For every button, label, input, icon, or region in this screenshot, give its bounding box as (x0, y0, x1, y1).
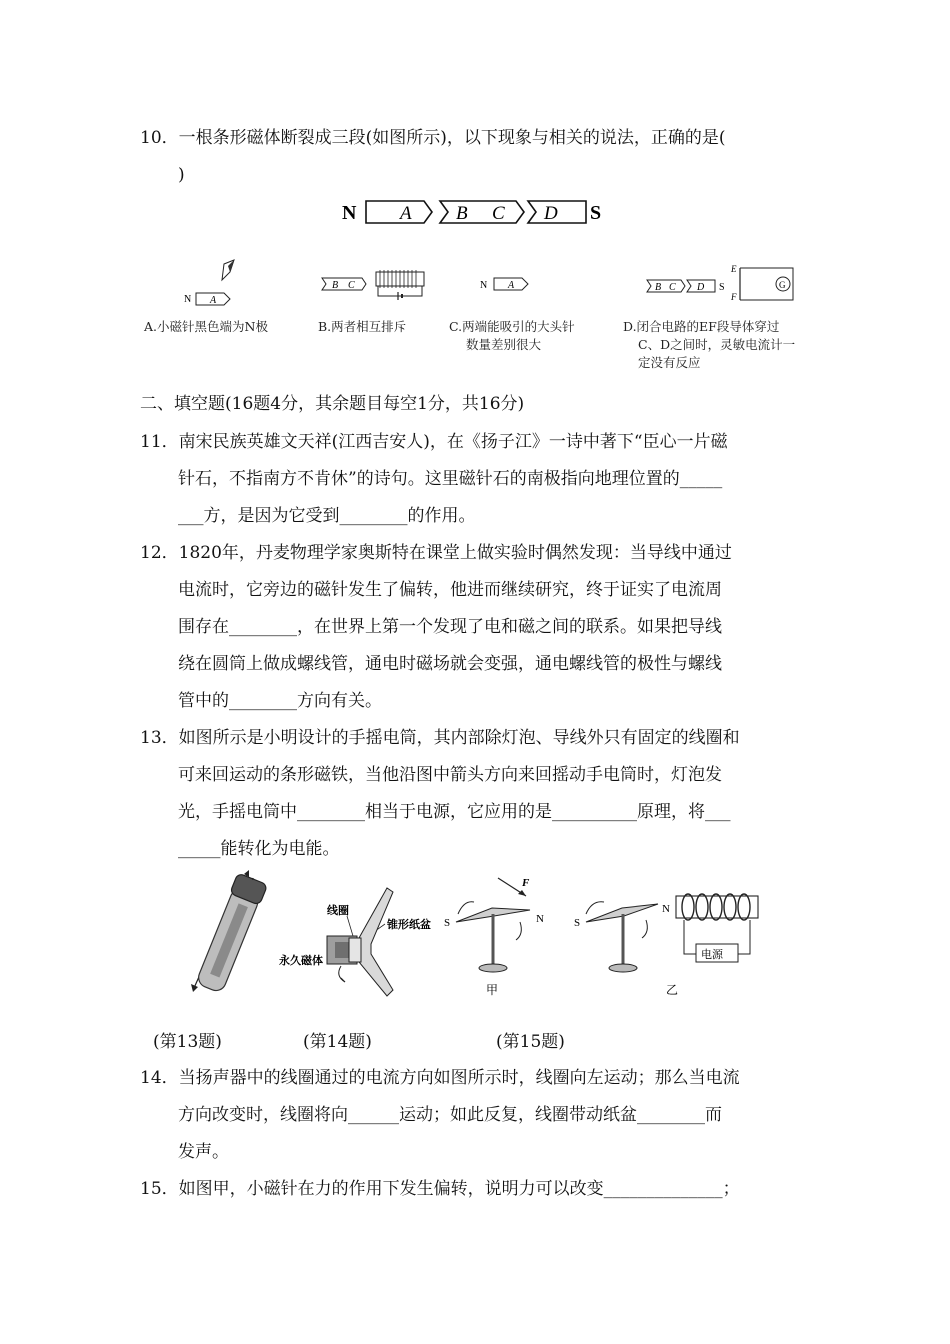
svg-text:S: S (444, 917, 451, 929)
option-a-figure (180, 258, 250, 310)
q12-line-3: 围存在________，在世界上第一个发现了电和磁之间的联系。如果把导线 (178, 617, 722, 637)
q13-line-1: 13．如图所示是小明设计的手摇电筒，其内部除灯泡、导线外只有固定的线圈和 (140, 728, 740, 748)
svg-text:F: F (522, 877, 530, 889)
magnet-d-label: D (544, 203, 558, 224)
option-d-figure (645, 262, 795, 306)
q14-line-2: 方向改变时，线圈将向______运动；如此反复，线圈带动纸盆________而 (178, 1105, 722, 1125)
q12-line-1: 12．1820年，丹麦物理学家奥斯特在课堂上做实验时偶然发现：当导线中通过 (140, 543, 732, 563)
svg-text:N: N (536, 913, 544, 925)
q14-line-1: 14．当扬声器中的线圈通过的电流方向如图所示时，线圈向左运动；那么当电流 (140, 1068, 740, 1088)
svg-text:N: N (184, 294, 192, 305)
loudspeaker-figure (275, 878, 465, 1002)
option-d-caption-1: D.闭合电路的EF段导体穿过 (623, 319, 780, 334)
solenoid-icon (676, 896, 758, 918)
svg-text:甲: 甲 (486, 983, 499, 997)
q10-line-1: 10．一根条形磁体断裂成三段(如图所示)，以下现象与相关的说法，正确的是( (140, 128, 726, 148)
svg-text:N: N (662, 903, 670, 915)
needle-yi (574, 894, 758, 997)
svg-text:B: B (332, 280, 339, 291)
section-2-heading: 二、填空题(16题4分，其余题目每空1分，共16分) (140, 394, 525, 414)
svg-text:C: C (669, 282, 676, 293)
q11-line-2: 针石，不指南方不肯休”的诗句。这里磁针石的南极指向地理位置的_____ (178, 469, 723, 489)
speaker-coil (349, 938, 361, 962)
svg-text:A: A (210, 295, 217, 306)
q13-line-4: _____能转化为电能。 (178, 839, 340, 859)
broken-magnet-figure (340, 195, 610, 229)
svg-text:线圈: 线圈 (327, 904, 349, 917)
svg-text:F: F (731, 292, 737, 302)
magnet-n-label: N (342, 202, 357, 224)
option-c-figure (478, 272, 538, 298)
option-c-caption-1: C.两端能吸引的大头针 (449, 319, 575, 334)
q15-line-1: 15．如图甲，小磁针在力的作用下发生偏转，说明力可以改变______________； (140, 1179, 740, 1199)
q12-line-2: 电流时，它旁边的磁针发生了偏转，他进而继续研究，终于证实了电流周 (178, 580, 722, 600)
option-d-caption-3: 定没有反应 (638, 355, 701, 370)
q11-line-1: 11．南宋民族英雄文天祥(江西吉安人)，在《扬子江》一诗中著下“臣心一片磁 (140, 432, 728, 452)
q14-line-3: 发声。 (178, 1142, 229, 1162)
compass-figure (440, 870, 770, 1004)
svg-text:A: A (508, 280, 515, 291)
q11-line-3: ___方，是因为它受到________的作用。 (178, 506, 476, 526)
flashlight-figure (180, 866, 280, 1006)
svg-text:电源: 电源 (701, 948, 723, 961)
magnet-s-label: S (590, 202, 602, 224)
option-b-figure (320, 266, 435, 302)
magnet-b-label: B (456, 203, 468, 224)
q13-line-2: 可来回运动的条形磁铁，当他沿图中箭头方向来回摇动手电筒时，灯泡发 (178, 765, 722, 785)
magnet-segment-2 (440, 201, 524, 223)
option-c-caption-2: 数量差别很大 (466, 337, 542, 352)
figure-15-caption: (第15题) (496, 1032, 565, 1052)
svg-text:锥形纸盆: 锥形纸盆 (387, 918, 431, 931)
q10-line-2: ) (178, 165, 185, 185)
option-a-caption: A.小磁针黑色端为N极 (144, 319, 268, 334)
svg-text:G: G (779, 280, 786, 290)
option-d-caption-2: C、D之间时，灵敏电流计一 (638, 337, 796, 352)
svg-text:E: E (731, 264, 737, 274)
speaker-cone (359, 888, 393, 996)
svg-text:D: D (697, 282, 705, 293)
svg-text:S: S (719, 282, 725, 293)
q12-line-4: 绕在圆筒上做成螺线管，通电时磁场就会变强，通电螺线管的极性与螺线 (178, 654, 722, 674)
svg-text:N: N (480, 280, 488, 291)
figure-13-caption: (第13题) (153, 1032, 222, 1052)
magnet-c-label: C (492, 203, 505, 224)
figure-14-caption: (第14题) (303, 1032, 372, 1052)
q13-line-3: 光，手摇电筒中________相当于电源，它应用的是__________原理，将___ (178, 802, 731, 822)
svg-text:C: C (348, 280, 355, 291)
option-b-caption: B.两者相互排斥 (318, 319, 407, 334)
svg-text:永久磁体: 永久磁体 (279, 954, 323, 967)
magnet-a-label: A (400, 203, 412, 224)
needle-jia (444, 877, 544, 997)
svg-text:S: S (574, 917, 581, 929)
svg-text:乙: 乙 (666, 983, 679, 997)
q12-line-5: 管中的________方向有关。 (178, 691, 382, 711)
magnet-segment-1 (366, 201, 432, 223)
svg-text:B: B (655, 282, 662, 293)
